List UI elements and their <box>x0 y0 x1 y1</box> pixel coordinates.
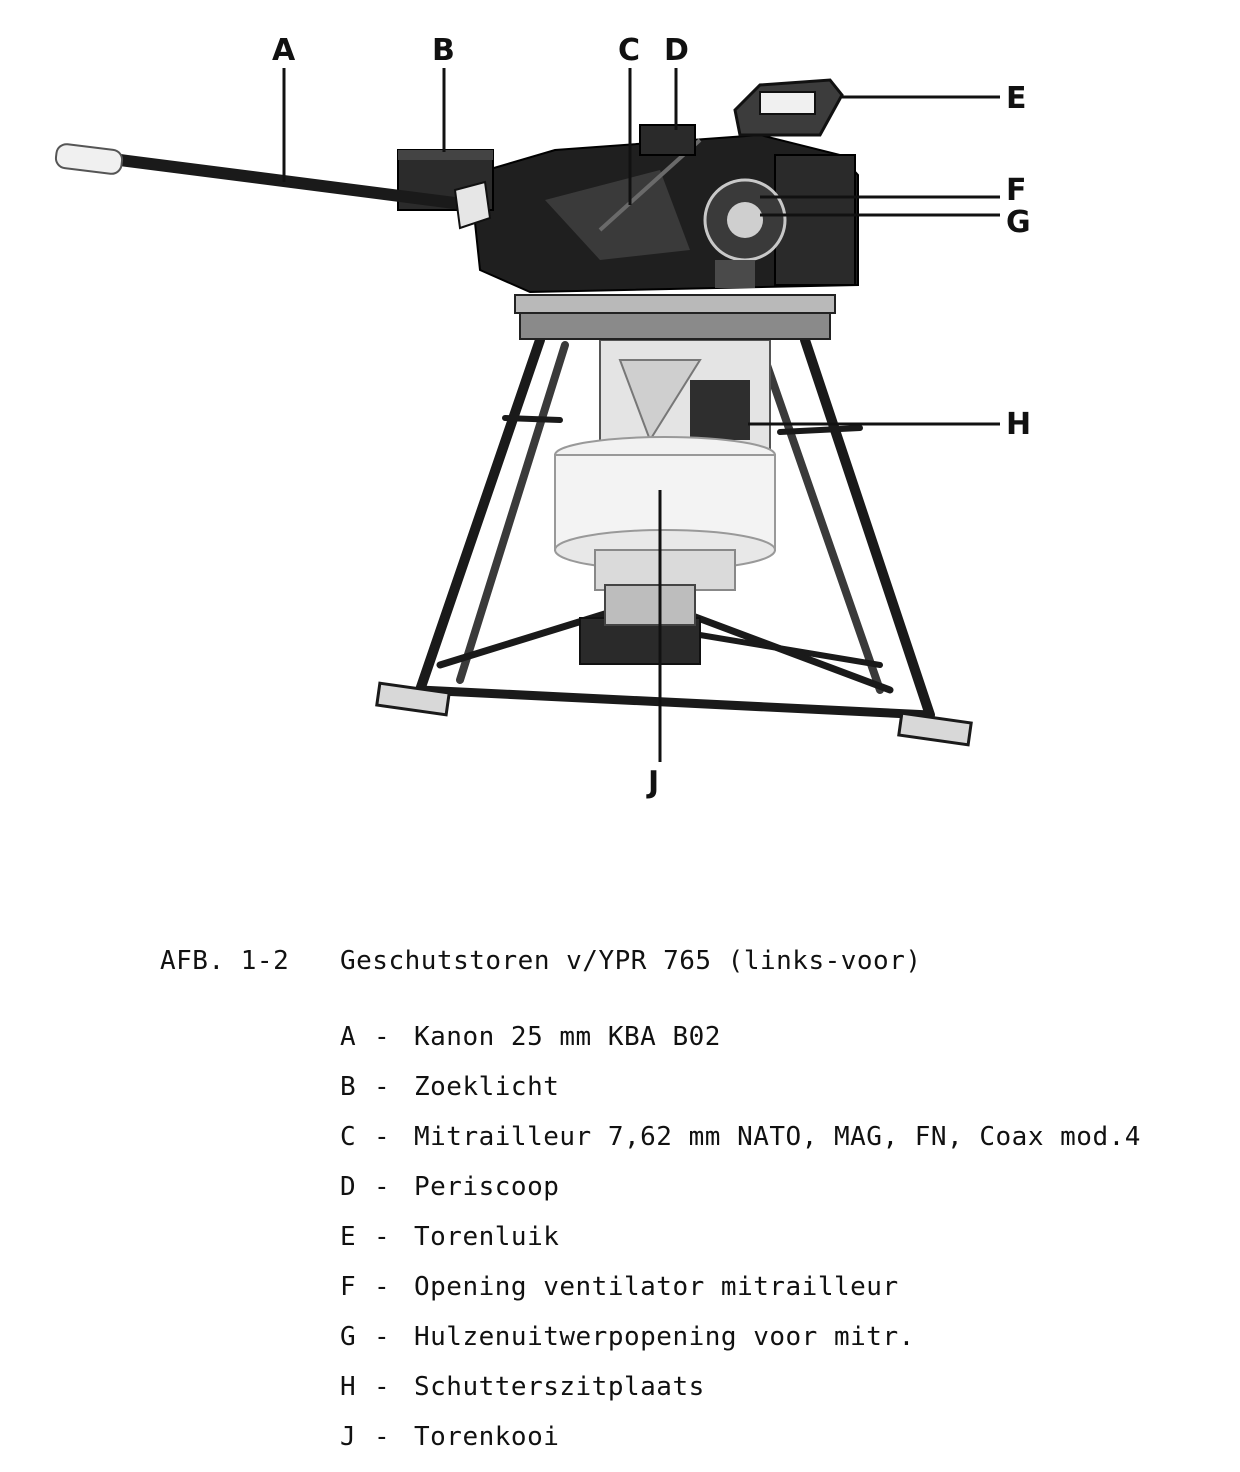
callout-F: F <box>1006 173 1027 208</box>
legend-dash: - <box>374 1322 391 1352</box>
parts-legend <box>340 1012 1141 1462</box>
legend-letter: C <box>340 1122 357 1152</box>
legend-dash: - <box>374 1072 391 1102</box>
legend-text: Torenkooi <box>414 1422 560 1452</box>
legend-item <box>340 1162 1141 1212</box>
turret-cage <box>555 340 775 625</box>
legend-item <box>340 1212 1141 1262</box>
legend-letter: B <box>340 1072 357 1102</box>
legend-dash: - <box>374 1172 391 1202</box>
figure-title: Geschutstoren v/YPR 765 (links-voor) <box>340 946 922 976</box>
legend-dash: - <box>374 1122 391 1152</box>
callout-E: E <box>1006 81 1027 116</box>
legend-item <box>340 1062 1141 1112</box>
legend-text: Schutterszitplaats <box>414 1372 705 1402</box>
legend-letter: D <box>340 1172 357 1202</box>
callout-C: C <box>618 33 641 68</box>
figure-number: AFB. 1-2 <box>160 946 290 976</box>
periscope-block <box>640 125 695 155</box>
callout-J: J <box>648 765 660 800</box>
legend-text: Periscoop <box>414 1172 560 1202</box>
legend-text: Opening ventilator mitrailleur <box>414 1272 899 1302</box>
callout-B: B <box>432 33 455 68</box>
legend-dash: - <box>374 1022 391 1052</box>
legend-letter: H <box>340 1372 357 1402</box>
callout-G: G <box>1006 205 1031 240</box>
legend-letter: G <box>340 1322 357 1352</box>
legend-letter: E <box>340 1222 357 1252</box>
legend-text: Zoeklicht <box>414 1072 560 1102</box>
legend-item <box>340 1412 1141 1462</box>
legend-item <box>340 1112 1141 1162</box>
legend-letter: A <box>340 1022 357 1052</box>
legend-item <box>340 1312 1141 1362</box>
right-foot-pad <box>899 713 971 745</box>
legend-item <box>340 1262 1141 1312</box>
legend-text: Hulzenuitwerpopening voor mitr. <box>414 1322 915 1352</box>
legend-dash: - <box>374 1422 391 1452</box>
callout-D: D <box>664 33 689 68</box>
callout-A: A <box>272 33 296 68</box>
figure-caption <box>160 946 922 976</box>
legend-dash: - <box>374 1372 391 1402</box>
turret-ring <box>515 295 835 339</box>
legend-text: Torenluik <box>414 1222 560 1252</box>
legend-dash: - <box>374 1222 391 1252</box>
legend-dash: - <box>374 1272 391 1302</box>
legend-letter: J <box>340 1422 357 1452</box>
legend-letter: F <box>340 1272 357 1302</box>
legend-text: Kanon 25 mm KBA B02 <box>414 1022 721 1052</box>
legend-item <box>340 1362 1141 1412</box>
legend-item <box>340 1012 1141 1062</box>
legend-text: Mitrailleur 7,62 mm NATO, MAG, FN, Coax mod.4 <box>414 1122 1141 1152</box>
callout-H: H <box>1006 407 1032 442</box>
